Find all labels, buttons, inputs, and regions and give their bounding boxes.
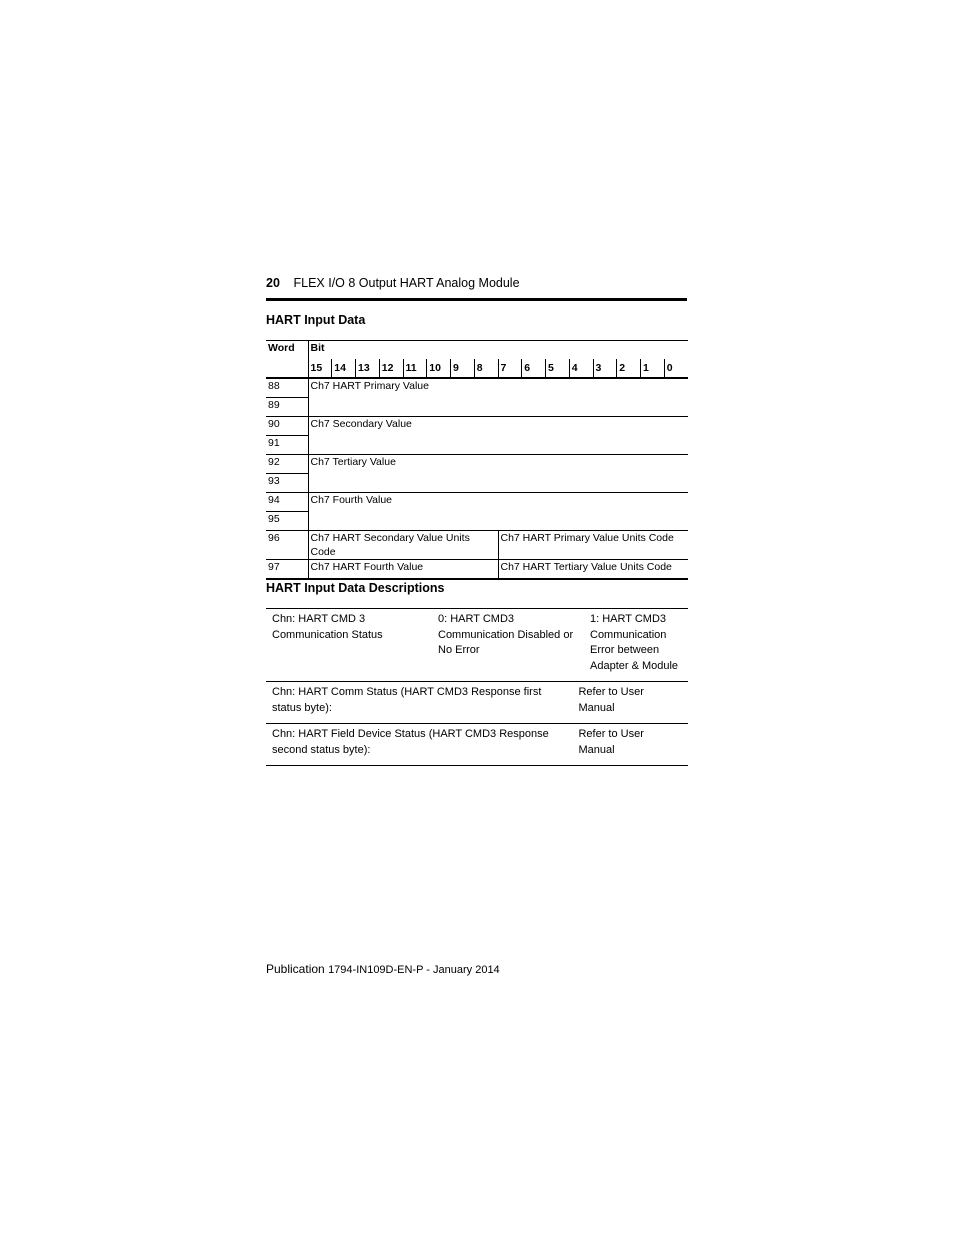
- bit-15: 15: [308, 359, 332, 378]
- word-cell: 88: [266, 378, 308, 398]
- table-row: [266, 493, 688, 512]
- table-row: [266, 531, 688, 560]
- description-name: Chn: HART Comm Status (HART CMD3 Response first status byte):: [272, 686, 542, 714]
- table-row: [266, 378, 688, 398]
- value-cell: Ch7 Fourth Value: [308, 493, 688, 531]
- table-row: [266, 417, 688, 436]
- bit-12: 12: [379, 359, 403, 378]
- bit-3: 3: [593, 359, 617, 378]
- bit-6: 6: [522, 359, 546, 378]
- description-name: Chn: HART CMD 3 Communication Status: [272, 613, 383, 641]
- low-byte-cell: Ch7 HART Primary Value Units Code: [498, 531, 688, 560]
- word-cell: 91: [266, 436, 308, 455]
- value-cell: Ch7 HART Primary Value: [308, 378, 688, 417]
- table-row: [266, 724, 688, 766]
- description-value-1: 1: HART CMD3 Communication Error between Adapter & Module: [590, 613, 679, 672]
- bit-10: 10: [427, 359, 451, 378]
- table-row: [266, 609, 688, 682]
- word-header: Word: [266, 341, 308, 360]
- low-byte-cell: Ch7 HART Tertiary Value Units Code: [498, 560, 688, 580]
- value-cell: Ch7 Secondary Value: [308, 417, 688, 455]
- high-byte-cell: Ch7 HART Fourth Value: [310, 561, 424, 573]
- description-value: Refer to User Manual: [578, 728, 644, 756]
- word-cell: 92: [266, 455, 308, 474]
- page-header: [266, 276, 687, 301]
- bit-header: Bit: [310, 342, 325, 354]
- bit-8: 8: [474, 359, 498, 378]
- page-number: 20: [266, 276, 280, 290]
- word-cell: 89: [266, 398, 308, 417]
- footer-label: Publication: [266, 962, 325, 976]
- bit-13: 13: [356, 359, 380, 378]
- table-row: [266, 682, 688, 724]
- bit-5: 5: [546, 359, 570, 378]
- bit-14: 14: [332, 359, 356, 378]
- header-title: FLEX I/O 8 Output HART Analog Module: [293, 276, 520, 290]
- bit-4: 4: [569, 359, 593, 378]
- word-cell: 94: [266, 493, 308, 512]
- input-data-heading: HART Input Data: [266, 313, 366, 327]
- table-header-row: [266, 341, 688, 360]
- bit-7: 7: [498, 359, 522, 378]
- word-spacer: [266, 359, 308, 378]
- publication-number: 1794-IN109D-EN-P - January 2014: [328, 964, 500, 976]
- table-row: [266, 455, 688, 474]
- description-value-0: 0: HART CMD3 Communication Disabled or No Error: [438, 613, 574, 656]
- bit-1: 1: [641, 359, 665, 378]
- hart-input-descriptions-table: [266, 608, 688, 766]
- bit-9: 9: [451, 359, 475, 378]
- description-name: Chn: HART Field Device Status (HART CMD3 Response second status byte):: [272, 728, 549, 756]
- page-footer: [266, 962, 500, 976]
- table-row: [266, 560, 688, 580]
- description-value: Refer to User Manual: [578, 686, 644, 714]
- word-cell: 96: [266, 531, 308, 560]
- word-cell: 90: [266, 417, 308, 436]
- bit-2: 2: [617, 359, 641, 378]
- descriptions-heading: HART Input Data Descriptions: [266, 581, 445, 595]
- bit-0: 0: [664, 359, 688, 378]
- word-cell: 95: [266, 512, 308, 531]
- value-cell: Ch7 Tertiary Value: [308, 455, 688, 493]
- bit-11: 11: [403, 359, 427, 378]
- word-cell: 93: [266, 474, 308, 493]
- hart-input-data-table: [266, 340, 688, 580]
- word-cell: 97: [266, 560, 308, 580]
- bit-number-row: [266, 359, 688, 378]
- high-byte-cell: Ch7 HART Secondary Value Units Code: [308, 531, 498, 560]
